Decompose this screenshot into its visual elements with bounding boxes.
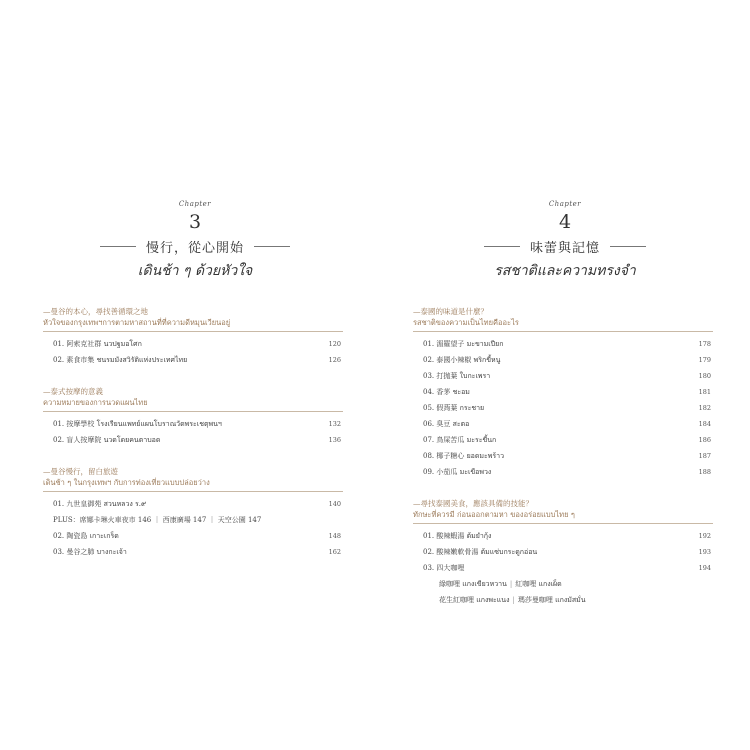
toc-entry[interactable] <box>413 464 713 480</box>
entry-label: 01. 阿索克社群 นวปฐมอโศก <box>53 339 142 348</box>
entry-label: 01. 按摩學校 โรงเรียนแพทย์แผนโบราณวัดพระเชตุพนฯ <box>53 419 222 428</box>
entry-label: 02. 陶瓷島 เกาะเกร็ด <box>53 531 119 540</box>
toc-entry[interactable] <box>43 544 343 560</box>
entry-label: 01. 湄羅望子 มะขามเปียก <box>423 339 504 348</box>
section-subheading: เดินช้า ๆ ในกรุงเทพฯ กับการท่องเที่ยวแบบปล่อยว่าง <box>43 477 343 492</box>
entry-label: 08. 椰子糖心 ยอดมะพร้าว <box>423 451 505 460</box>
chapter-title: 慢行，從心開始 <box>145 241 244 256</box>
section-subheading: หัวใจของกรุงเทพฯการตามหาสถานที่ที่ความดีหมุนเวียนอยู่ <box>43 317 343 332</box>
entry-page: 182 <box>698 404 711 412</box>
toc-entry[interactable] <box>43 336 343 352</box>
separator: | <box>512 595 515 604</box>
entry-label: 02. 泰國小辣椒 พริกขี้หนู <box>423 355 501 364</box>
entry-page: 188 <box>698 468 711 476</box>
entry-label: 03. 四大咖哩 <box>423 564 465 572</box>
title-rule-right <box>254 246 290 247</box>
chapter-number: 4 <box>558 211 572 233</box>
sub-entry-b: 瑪莎曼咖哩 แกงมัสมั่น <box>517 595 586 604</box>
entry-label: 02. 素食市集 ชนรมมังสวิรัติแห่งประเทศไทย <box>53 355 188 364</box>
section-subheading: ทักษะที่ควรมี ก่อนออกตามหา ของอร่อยแบบไทย ๆ <box>413 509 713 524</box>
entry-page: 180 <box>698 372 711 380</box>
section-heading: —泰式按摩的意義 <box>43 387 103 396</box>
toc-section <box>413 498 713 608</box>
chapter-label: Chapter <box>548 200 582 208</box>
right-page <box>395 0 735 750</box>
section-subheading: ความหมายของการนวดแผนไทย <box>43 397 343 412</box>
separator: | <box>509 579 513 588</box>
entry-label: 02. 酸辣嫩軟骨湯 ต้มแซ่บกระดูกอ่อน <box>423 547 538 556</box>
chapter-title: 味蕾與記憶 <box>529 241 600 256</box>
toc-entry[interactable] <box>413 416 713 432</box>
toc-entry[interactable] <box>413 368 713 384</box>
title-rule-right <box>610 246 646 247</box>
entry-label: 01. 九世皇御苑 สวนหลวง ร.๙ <box>53 499 147 508</box>
toc-entry[interactable] <box>413 544 713 560</box>
table-of-contents <box>413 306 713 620</box>
entry-page: 184 <box>698 420 711 428</box>
chapter-label: Chapter <box>178 200 212 208</box>
entry-label: 05. 假蒟葉 กระชาย <box>423 403 485 412</box>
chapter-thai-title: รสชาติและความทรงจำ <box>494 263 636 279</box>
entry-page: 126 <box>328 356 341 364</box>
toc-entry[interactable] <box>413 432 713 448</box>
sub-entry-a: 花生紅咖哩 แกงพะแนง <box>439 595 510 604</box>
entry-page: 181 <box>698 388 711 396</box>
toc-entry-plus[interactable] <box>43 512 343 528</box>
chapter-thai-title: เดินช้า ๆ ด้วยหัวใจ <box>137 263 253 279</box>
entry-page: 132 <box>328 420 341 428</box>
section-subheading: รสชาติของความเป็นไทยคืออะไร <box>413 317 713 332</box>
entry-page: 192 <box>698 532 711 540</box>
toc-sub-entry[interactable] <box>413 576 713 592</box>
entry-label: 02. 盲人按摩院 นวดโดยคนตาบอด <box>53 435 161 444</box>
toc-entry[interactable] <box>43 352 343 368</box>
entry-page: 136 <box>328 436 341 444</box>
chapter-number: 3 <box>188 211 202 233</box>
entry-page: 178 <box>698 340 711 348</box>
toc-entry[interactable] <box>43 416 343 432</box>
section-heading: —泰國的味道是什麼？ <box>413 307 488 316</box>
chapter-title-row <box>395 237 735 256</box>
toc-entry[interactable] <box>413 448 713 464</box>
toc-entry[interactable] <box>43 432 343 448</box>
chapter-4-header <box>395 200 735 282</box>
entry-page: 194 <box>698 564 711 572</box>
toc-section <box>43 466 343 560</box>
toc-entry[interactable] <box>413 384 713 400</box>
entry-page: 179 <box>698 356 711 364</box>
section-heading: —曼谷的本心，尋找善循環之地 <box>43 307 148 316</box>
toc-section <box>413 306 713 480</box>
entry-page: 187 <box>698 452 711 460</box>
toc-entry[interactable] <box>413 560 713 576</box>
entry-page: 140 <box>328 500 341 508</box>
toc-entry[interactable] <box>413 352 713 368</box>
chapter-3-header <box>25 200 365 282</box>
toc-entry[interactable] <box>413 528 713 544</box>
entry-label: 01. 酸辣蝦湯 ต้มยำกุ้ง <box>423 531 492 540</box>
entry-page: 120 <box>328 340 341 348</box>
table-of-contents <box>43 306 343 572</box>
entry-label: 03. 曼谷之肺 บางกะเจ้า <box>53 547 127 556</box>
sub-entry-label <box>413 595 586 606</box>
entry-label: PLUS：席娜卡琳火車夜市 146 ｜ 西康廣場 147 ｜ 天空公園 147 <box>53 516 262 524</box>
toc-entry[interactable] <box>43 528 343 544</box>
chapter-title-row <box>25 237 365 256</box>
entry-page: 186 <box>698 436 711 444</box>
section-heading: —尋找泰國美食，應該具備的技能？ <box>413 499 533 508</box>
entry-page: 162 <box>328 548 341 556</box>
toc-entry[interactable] <box>43 496 343 512</box>
entry-page: 148 <box>328 532 341 540</box>
entry-label: 03. 打抛葉 ใบกะเพรา <box>423 371 491 380</box>
sub-entry-b: 紅咖哩 แกงเผ็ด <box>515 579 562 588</box>
section-heading: —曼谷慢行，留白旅遊 <box>43 467 118 476</box>
toc-section <box>43 386 343 448</box>
entry-page: 193 <box>698 548 711 556</box>
left-page <box>25 0 365 750</box>
toc-entry[interactable] <box>413 400 713 416</box>
entry-label: 04. 香茅 ชะอม <box>423 387 470 396</box>
sub-entry-label <box>413 579 562 590</box>
sub-entry-a: 綠咖哩 แกงเขียวหวาน <box>439 579 507 588</box>
title-rule-left <box>100 246 136 247</box>
entry-label: 07. 鳥屎苦瓜 มะระขี้นก <box>423 435 497 444</box>
toc-section <box>43 306 343 368</box>
title-rule-left <box>484 246 520 247</box>
toc-entry[interactable] <box>413 336 713 352</box>
toc-sub-entry[interactable] <box>413 592 713 608</box>
entry-label: 06. 臭豆 สะตอ <box>423 419 470 428</box>
entry-label: 09. 小茄瓜 มะเขือพวง <box>423 467 492 476</box>
